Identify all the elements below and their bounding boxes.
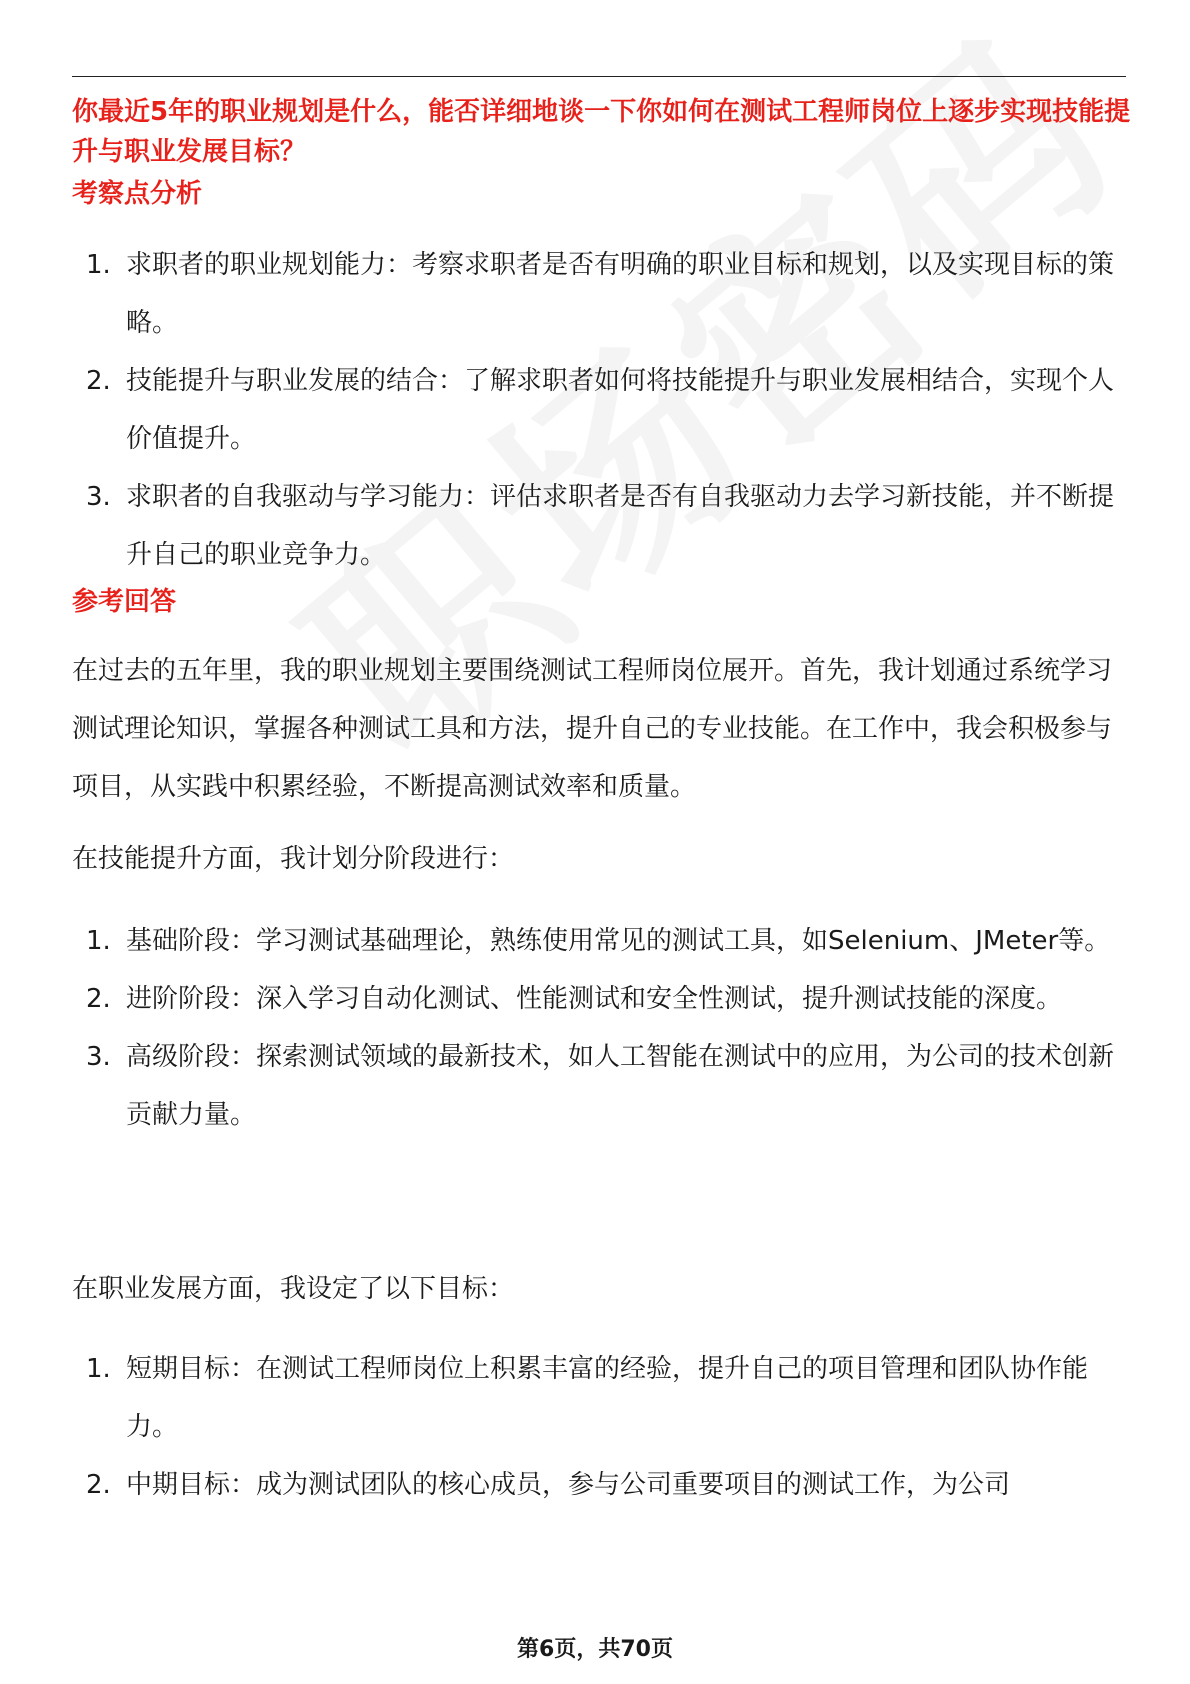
list-item: 2. 技能提升与职业发展的结合：了解求职者如何将技能提升与职业发展相结合，实现个人价值提升。 [86, 366, 1115, 454]
career-list [86, 1340, 1136, 1514]
answer-intro: 在过去的五年里，我的职业规划主要围绕测试工程师岗位展开。首先，我计划通过系统学习测试理论知识，掌握各种测试工具和方法，提升自己的专业技能。在工作中，我会积极参与项目，从实践中积累经验，不断提高测试效率和质量。 [72, 656, 1113, 802]
question-title: 你最近5年的职业规划是什么，能否详细地谈一下你如何在测试工程师岗位上逐步实现技能提升与职业发展目标？ [72, 97, 1131, 167]
list-item: 3. 求职者的自我驱动与学习能力：评估求职者是否有自我驱动力去学习新技能，并不断提升自己的职业竞争力。 [86, 482, 1115, 570]
analysis-heading: 考察点分析 [72, 179, 203, 209]
skills-intro: 在技能提升方面，我计划分阶段进行： [72, 844, 515, 874]
list-item: 2. 中期目标：成为测试团队的核心成员，参与公司重要项目的测试工作，为公司 [86, 1470, 1011, 1500]
skills-list [86, 912, 1136, 1144]
list-item: 3. 高级阶段：探索测试领域的最新技术，如人工智能在测试中的应用，为公司的技术创新贡献力量。 [86, 1042, 1115, 1130]
analysis-list [86, 236, 1136, 584]
page-footer: 第6页，共70页 [517, 1637, 673, 1662]
career-intro: 在职业发展方面，我设定了以下目标： [72, 1274, 515, 1304]
top-divider [72, 76, 1126, 77]
list-item: 1. 基础阶段：学习测试基础理论，熟练使用常见的测试工具，如Selenium、JMeter等。 [86, 926, 1111, 956]
list-item: 1. 短期目标：在测试工程师岗位上积累丰富的经验，提升自己的项目管理和团队协作能力。 [86, 1354, 1089, 1442]
answer-heading: 参考回答 [72, 587, 177, 617]
list-item: 1. 求职者的职业规划能力：考察求职者是否有明确的职业目标和规划，以及实现目标的策略。 [86, 250, 1115, 338]
list-item: 2. 进阶阶段：深入学习自动化测试、性能测试和安全性测试，提升测试技能的深度。 [86, 984, 1063, 1014]
